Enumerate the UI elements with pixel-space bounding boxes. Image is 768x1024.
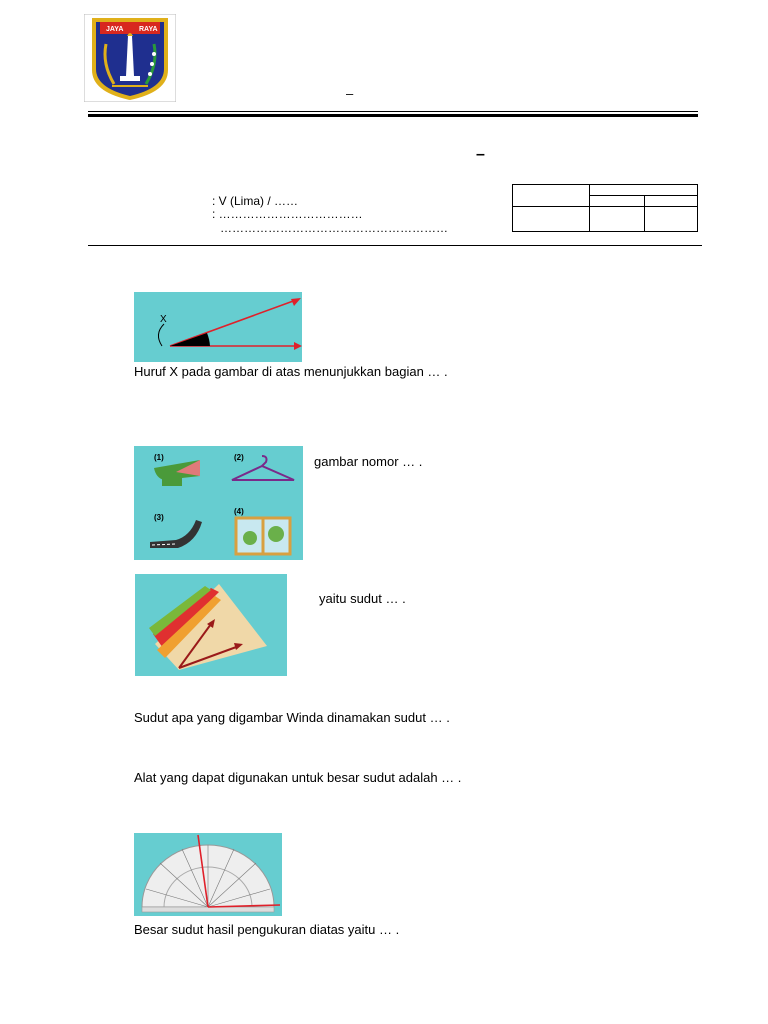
header-dash: – [346, 86, 354, 101]
objects-figure [134, 446, 303, 560]
title-dash: – [476, 146, 485, 163]
header-rule-thin [88, 111, 698, 112]
question-5: Alat yang dapat digunakan untuk besar sudut adalah … . [134, 770, 462, 785]
grade-cell [513, 207, 590, 232]
name-line: : ……………………………… [212, 207, 363, 221]
grade-cell [590, 207, 645, 232]
logo-text-right: RAYA [139, 26, 158, 33]
angle-figure [134, 292, 302, 362]
grade-table [512, 184, 698, 232]
question-3: yaitu sudut … . [319, 591, 406, 606]
object-label-2: (2) [234, 453, 244, 462]
section-rule [88, 245, 702, 246]
header-rule-thick [88, 114, 698, 117]
question-2: gambar nomor … . [314, 454, 423, 469]
jaya-raya-emblem [84, 14, 176, 102]
grade-cell [645, 207, 698, 232]
protractor-figure [134, 833, 282, 916]
window-icon [236, 518, 290, 554]
question-4: Sudut apa yang digambar Winda dinamakan sudut … . [134, 710, 450, 725]
class-line: : V (Lima) / …… [212, 194, 299, 208]
sandwich-figure [135, 574, 287, 676]
school-logo [84, 14, 176, 102]
logo-text-left: JAYA [106, 26, 124, 33]
figure-label-x: X [160, 314, 167, 325]
grade-cell [513, 185, 590, 207]
question-1: Huruf X pada gambar di atas menunjukkan bagian … . [134, 364, 448, 379]
grade-cell [590, 196, 645, 207]
grade-cell [590, 185, 698, 196]
question-6: Besar sudut hasil pengukuran diatas yaitu … . [134, 922, 400, 937]
extra-line: ………………………………………………… [220, 221, 448, 235]
object-label-4: (4) [234, 507, 244, 516]
grade-cell [645, 196, 698, 207]
object-label-3: (3) [154, 513, 164, 522]
object-label-1: (1) [154, 453, 164, 462]
